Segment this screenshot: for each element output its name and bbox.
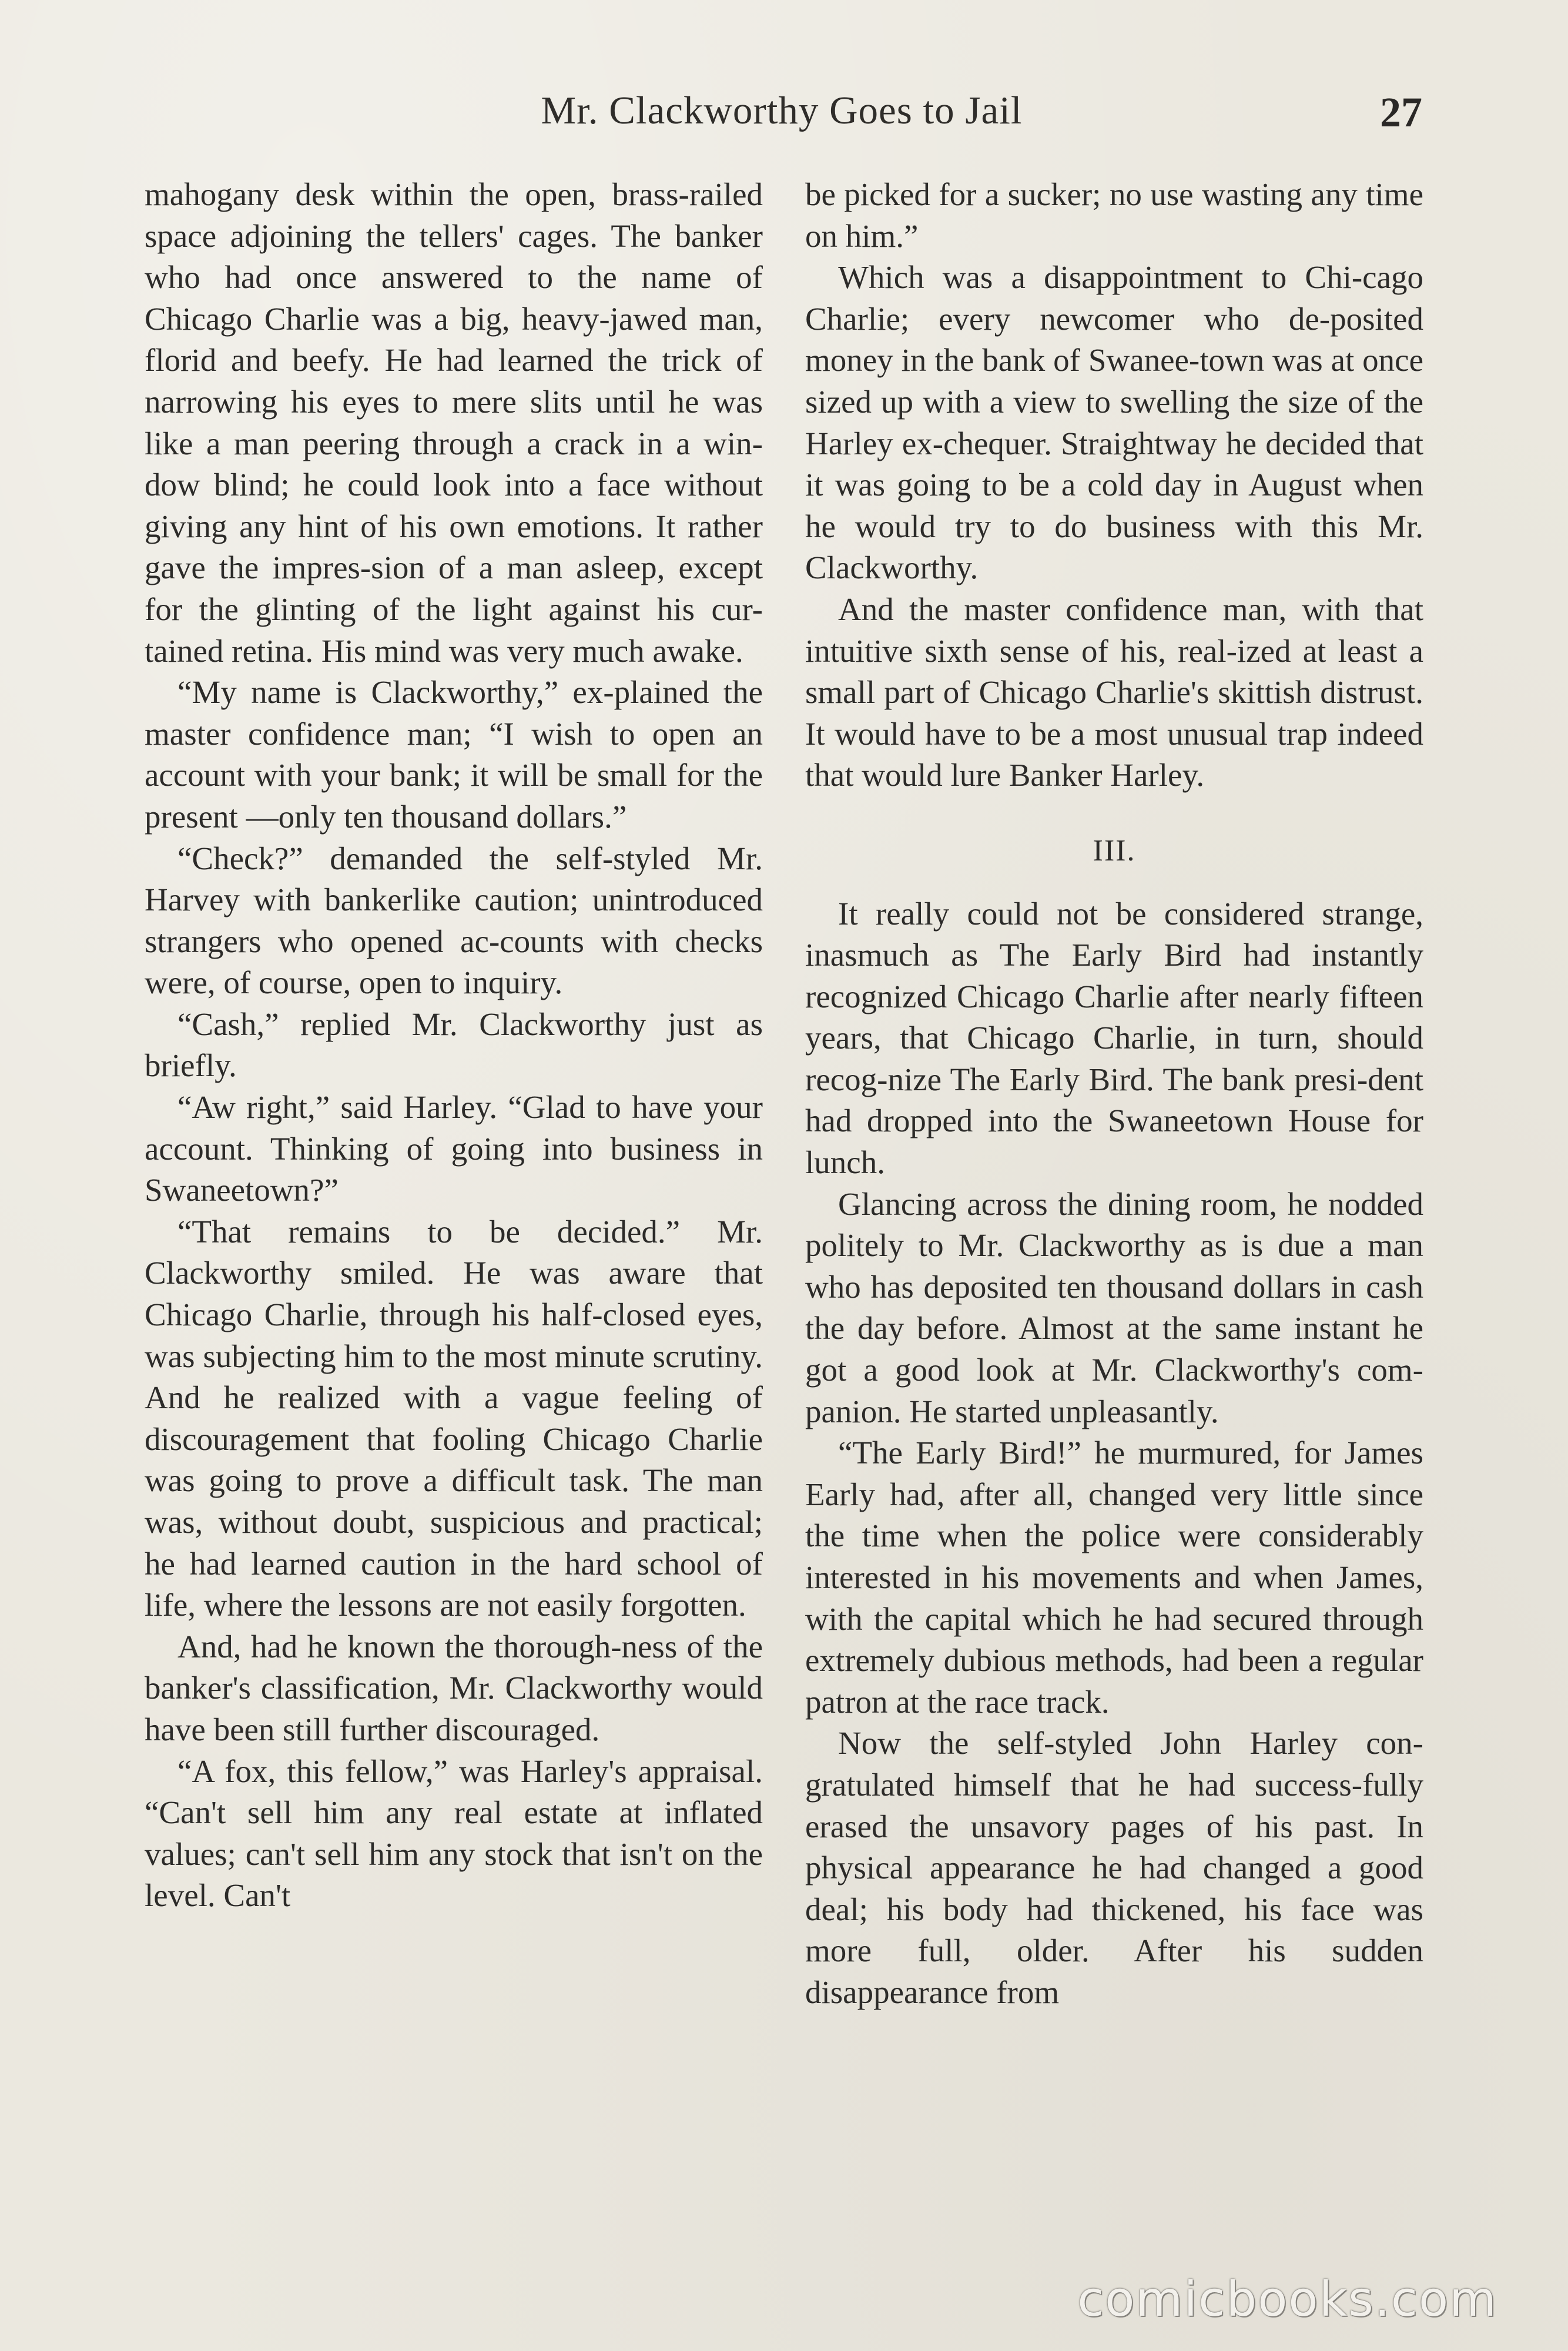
right-column [805,174,1423,2266]
paragraph: “That remains to be decided.” Mr. Clackworthy smiled. He was aware that Chicago Charlie, through his half-closed eyes, was subjecting him to the most minute scrutiny. And he realized with a vague feeling of discouragement that fooling Chicago Charlie was going to prove a difficult task. The man was, without doubt, suspicious and practical; he had learned caution in the hard school of life, where the lessons are not easily forgotten. [145,1213,763,1623]
paragraph: It really could not be considered strange, inasmuch as The Early Bird had instantly recognized Chicago Charlie after nearly fifteen years, that Chicago Charlie, in turn, should recog-nize The Early Bird. The bank presi-dent had dropped into the Swaneetown House for lunch. [805,895,1423,1181]
page-number: 27 [1380,89,1422,136]
paragraph: “The Early Bird!” he murmured, for James Early had, after all, changed very little since the time when the police were considerably interested in his movements and when James, with the capital which he had secured through extremely dubious methods, had been a regular patron at the race track. [805,1435,1423,1720]
paragraph: “Check?” demanded the self-styled Mr. Harvey with bankerlike caution; unintroduced strangers who opened ac-counts with checks were, of course, open to inquiry. [145,840,763,1001]
text-columns [145,174,1423,2266]
paragraph: mahogany desk within the open, brass-railed space adjoining the tellers' cages. The banker who had once answered to the name of Chicago Charlie was a big, heavy-jawed man, florid and beefy. He had learned the trick of narrowing his eyes to mere slits until he was like a man peering through a crack in a win-dow blind; he could look into a face without giving any hint of his own emotions. It rather gave the impres-sion of a man asleep, except for the glinting of the light against his cur-tained retina. His mind was very much awake. [145,176,763,669]
paragraph: be picked for a sucker; no use wasting any time on him.” [805,176,1423,254]
paragraph: Glancing across the dining room, he nodded politely to Mr. Clackworthy as is due a man who has deposited ten thousand dollars in cash the day before. Almost at the same instant he got a good look at Mr. Clackworthy's com-panion. He started unpleasantly. [805,1185,1423,1429]
section-heading: III. [1093,833,1136,868]
paragraph: And the master confidence man, with that intuitive sixth sense of his, real-ized at least a small part of Chicago Charlie's skittish distrust. It would have to be a most unusual trap indeed that would lure Banker Harley. [805,591,1423,793]
paragraph: Now the self-styled John Harley con-gratulated himself that he had success-fully erased the unsavory pages of his past. In physical appearance he had changed a good deal; his body had thickened, his face was more full, older. After his sudden disappearance from [805,1725,1423,2010]
page-header [141,88,1422,153]
paragraph: “My name is Clackworthy,” ex-plained the master confidence man; “I wish to open an account with your bank; it will be small for the present —only ten thousand dollars.” [145,674,763,835]
paragraph: And, had he known the thorough-ness of the banker's classification, Mr. Clackworthy would have been still further discouraged. [145,1628,763,1747]
paragraph: “A fox, this fellow,” was Harley's appraisal. “Can't sell him any real estate at inflated values; can't sell him any stock that isn't on the level. Can't [145,1753,763,1914]
watermark: comicbooks.com [1077,2272,1497,2327]
paragraph: “Cash,” replied Mr. Clackworthy just as briefly. [145,1006,763,1084]
paragraph: Which was a disappointment to Chi-cago Charlie; every newcomer who de-posited money in the bank of Swanee-town was at once sized up with a view to swelling the size of the Harley ex-chequer. Straightway he decided that it was going to be a cold day in August when he would try to do business with this Mr. Clackworthy. [805,259,1423,586]
running-title: Mr. Clackworthy Goes to Jail [541,89,1023,132]
paragraph: “Aw right,” said Harley. “Glad to have your account. Thinking of going into business in Swaneetown?” [145,1089,763,1208]
left-column [145,174,763,2266]
